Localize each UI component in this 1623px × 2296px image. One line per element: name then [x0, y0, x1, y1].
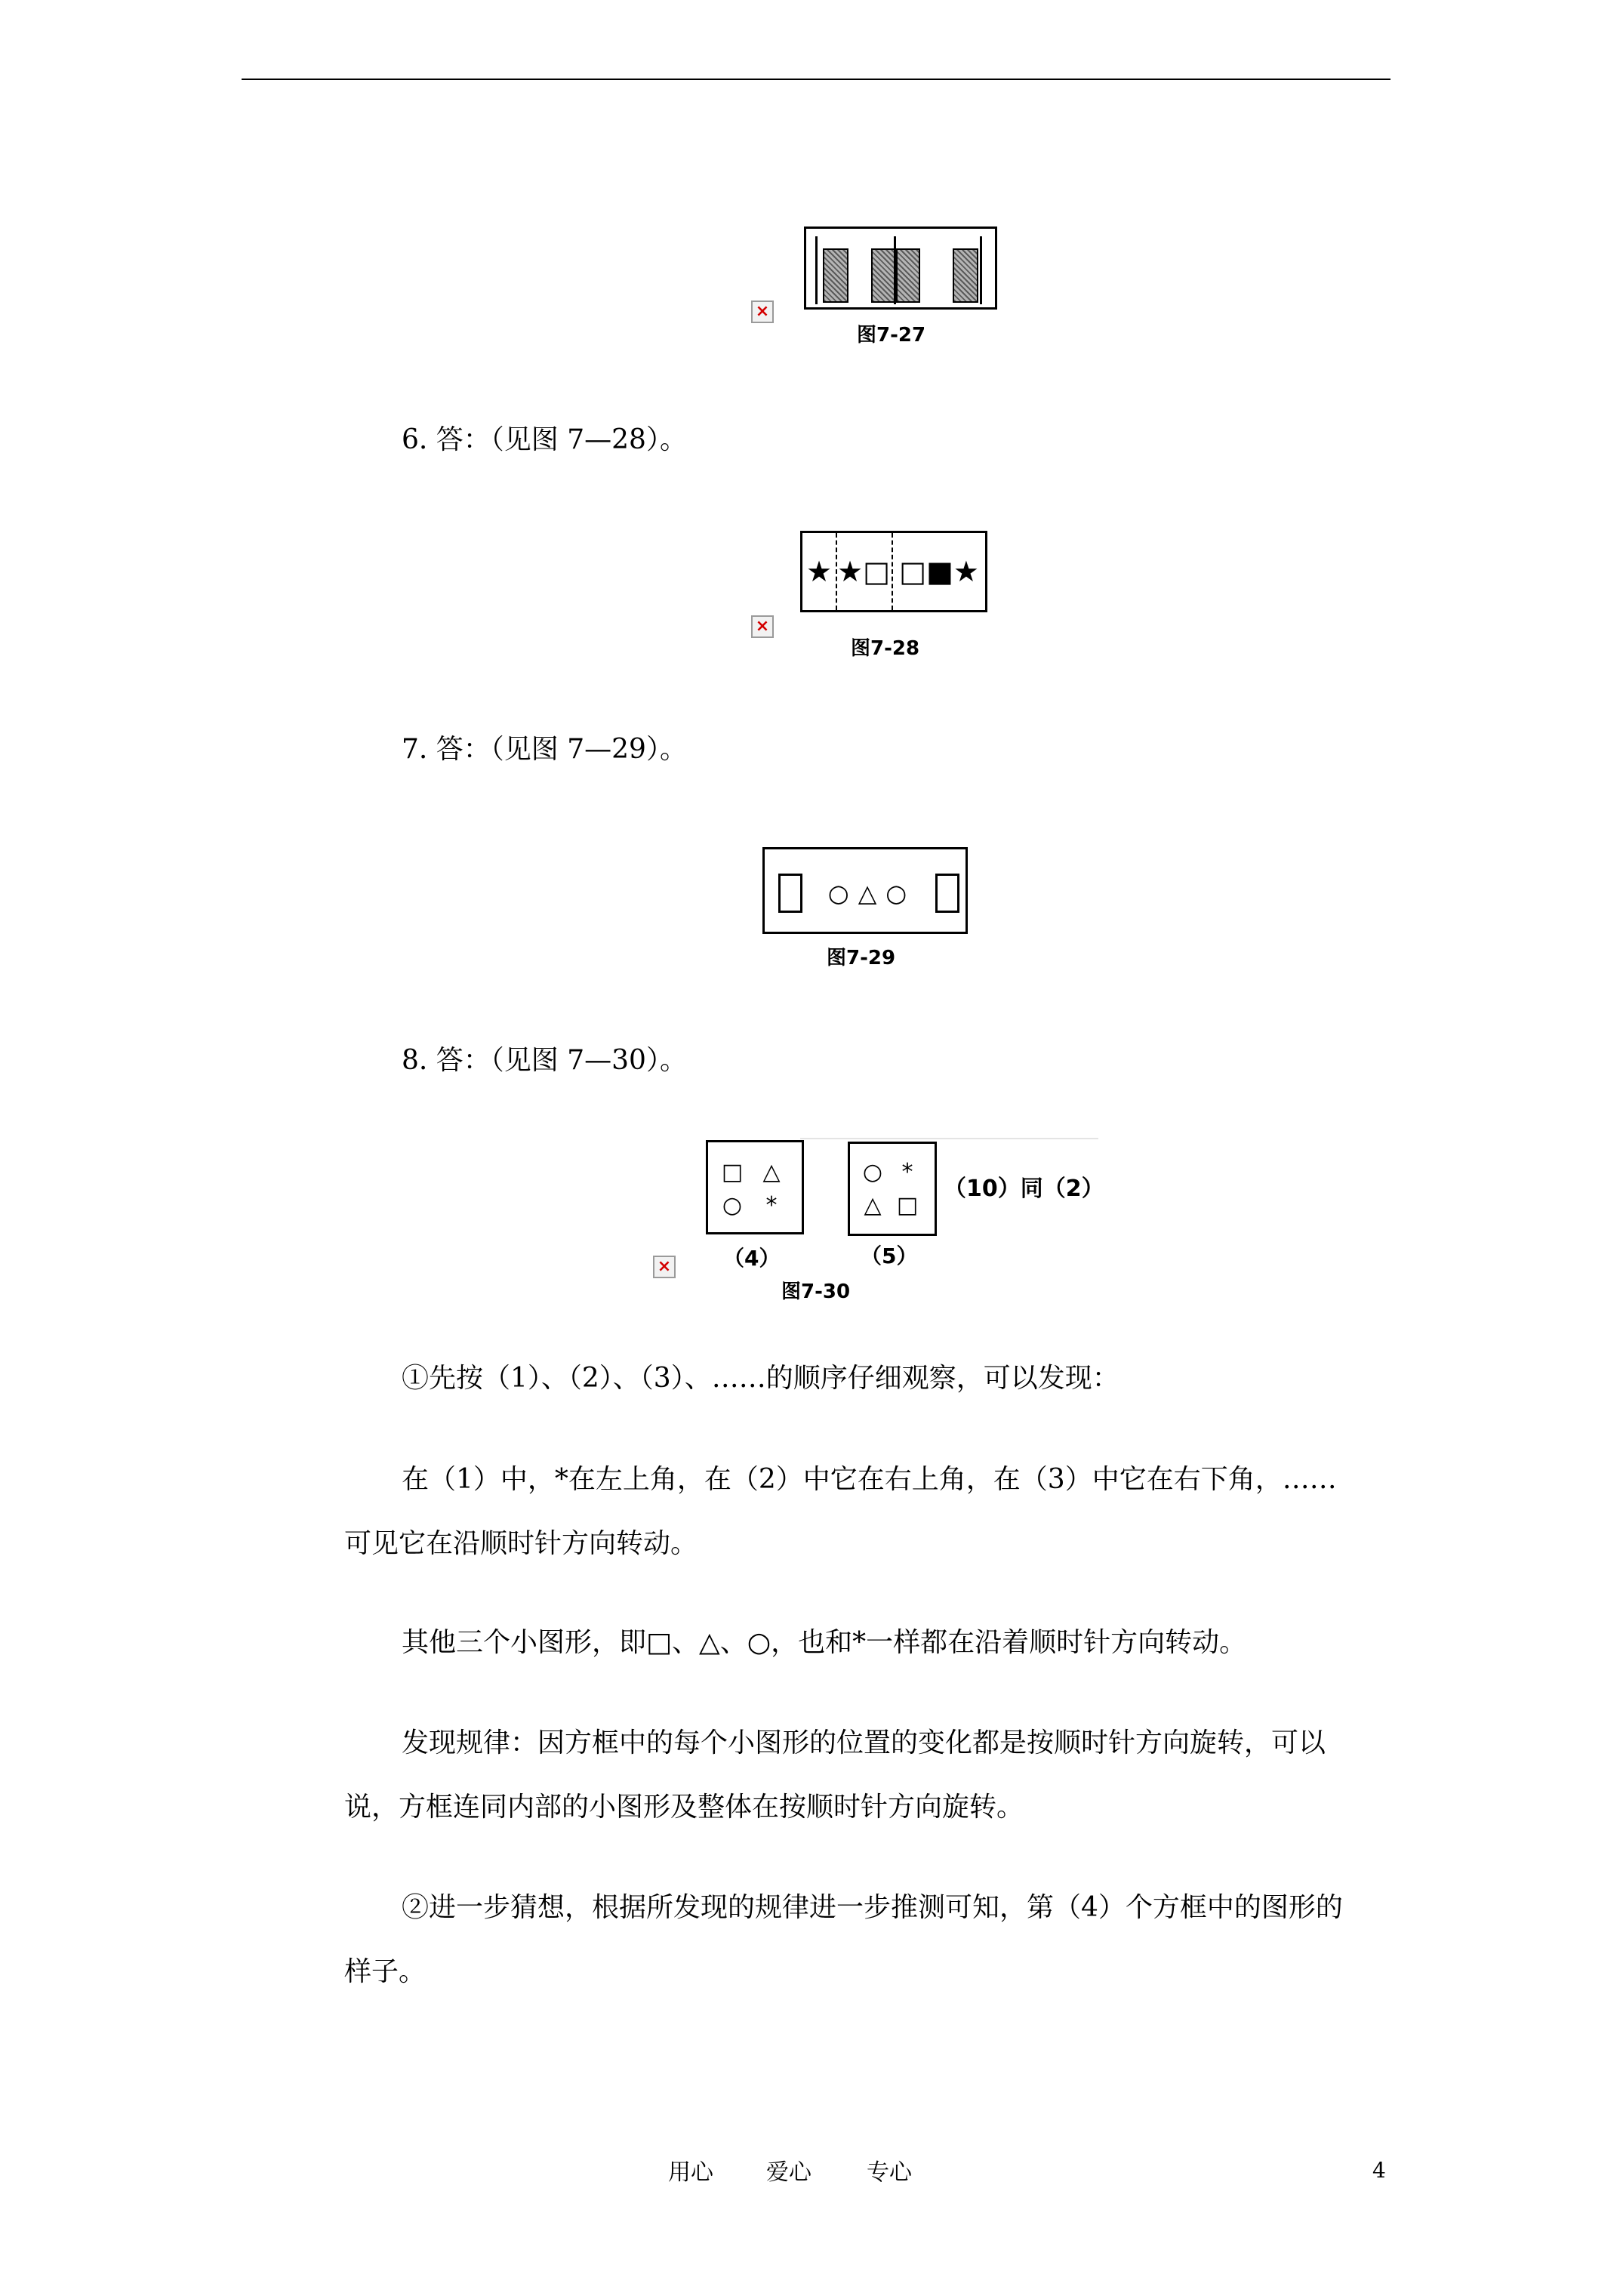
figure-7-30-box-5	[848, 1142, 937, 1236]
paragraph-guess-line-1: ②进一步猜想，根据所发现的规律进一步推测可知，第（4）个方框中的图形的	[402, 1892, 1343, 1923]
paragraph-rule-line-1: 发现规律：因方框中的每个小图形的位置的变化都是按顺时针方向旋转，可以	[402, 1727, 1326, 1758]
footer-text-left: 用心	[668, 2159, 713, 2186]
answer-8: 8. 答：（见图 7—30）。	[402, 1045, 687, 1076]
circle-symbol: ○	[827, 879, 858, 908]
figure-7-28	[800, 531, 987, 612]
footer-text-right: 专心	[867, 2159, 912, 2186]
answer-6: 6. 答：（见图 7—28）。	[402, 424, 687, 455]
page-number: 4	[1372, 2158, 1386, 2183]
paragraph-guess-line-2: 样子。	[344, 1956, 427, 1987]
figure-7-30-caption: 图7-30	[781, 1281, 851, 1303]
triangle-symbol: △	[762, 1159, 781, 1185]
square-symbol: □	[896, 1192, 919, 1219]
square-block-star-cell: □■★	[899, 555, 979, 588]
paragraph-asterisk-line-2: 可见它在沿顺时针方向转动。	[344, 1528, 698, 1559]
figure-7-29	[762, 847, 968, 934]
figure-7-30-box-4	[706, 1140, 804, 1234]
circle-symbol: ○	[885, 879, 916, 908]
paragraph-rule-line-2: 说，方框连同内部的小图形及整体在按顺时针方向旋转。	[344, 1792, 1024, 1823]
figure-7-27	[804, 227, 997, 310]
paragraph-other-shapes: 其他三个小图形，即□、△、○，也和*一样都在沿着顺时针方向转动。	[402, 1627, 1247, 1658]
broken-image-icon: ×	[653, 1256, 676, 1278]
footer-text-center: 爱心	[766, 2159, 812, 2186]
figure-7-29-caption: 图7-29	[827, 947, 896, 969]
paragraph-observe: ①先按（1）、（2）、（3）、……的顺序仔细观察，可以发现：	[402, 1363, 1119, 1394]
figure-7-30-top-edge	[800, 1138, 1098, 1139]
figure-7-30-box-5-label: （5）	[861, 1244, 918, 1268]
circle-symbol: ○	[862, 1159, 883, 1185]
figure-7-30-box-4-label: （4）	[723, 1246, 781, 1271]
star-cell: ★	[805, 555, 833, 588]
circle-symbol: ○	[722, 1192, 743, 1219]
figure-7-30-note: （10）同（2）	[944, 1176, 1104, 1202]
star-square-cell: ★□	[837, 555, 890, 588]
square-symbol: □	[721, 1159, 744, 1185]
broken-image-icon: ×	[751, 615, 774, 638]
triangle-symbol: △	[864, 1192, 882, 1219]
paragraph-asterisk-line-1: 在（1）中，*在左上角，在（2）中它在右上角，在（3）中它在右下角，……	[402, 1464, 1337, 1495]
figure-7-28-caption: 图7-28	[851, 637, 920, 660]
asterisk-symbol: *	[901, 1159, 913, 1185]
answer-7: 7. 答：（见图 7—29）。	[402, 734, 687, 765]
asterisk-symbol: *	[765, 1192, 778, 1219]
figure-7-27-caption: 图7-27	[857, 324, 926, 347]
header-rule	[242, 79, 1390, 80]
triangle-symbol: △	[858, 879, 886, 908]
symbols-row	[812, 875, 932, 911]
broken-image-icon: ×	[751, 300, 774, 323]
